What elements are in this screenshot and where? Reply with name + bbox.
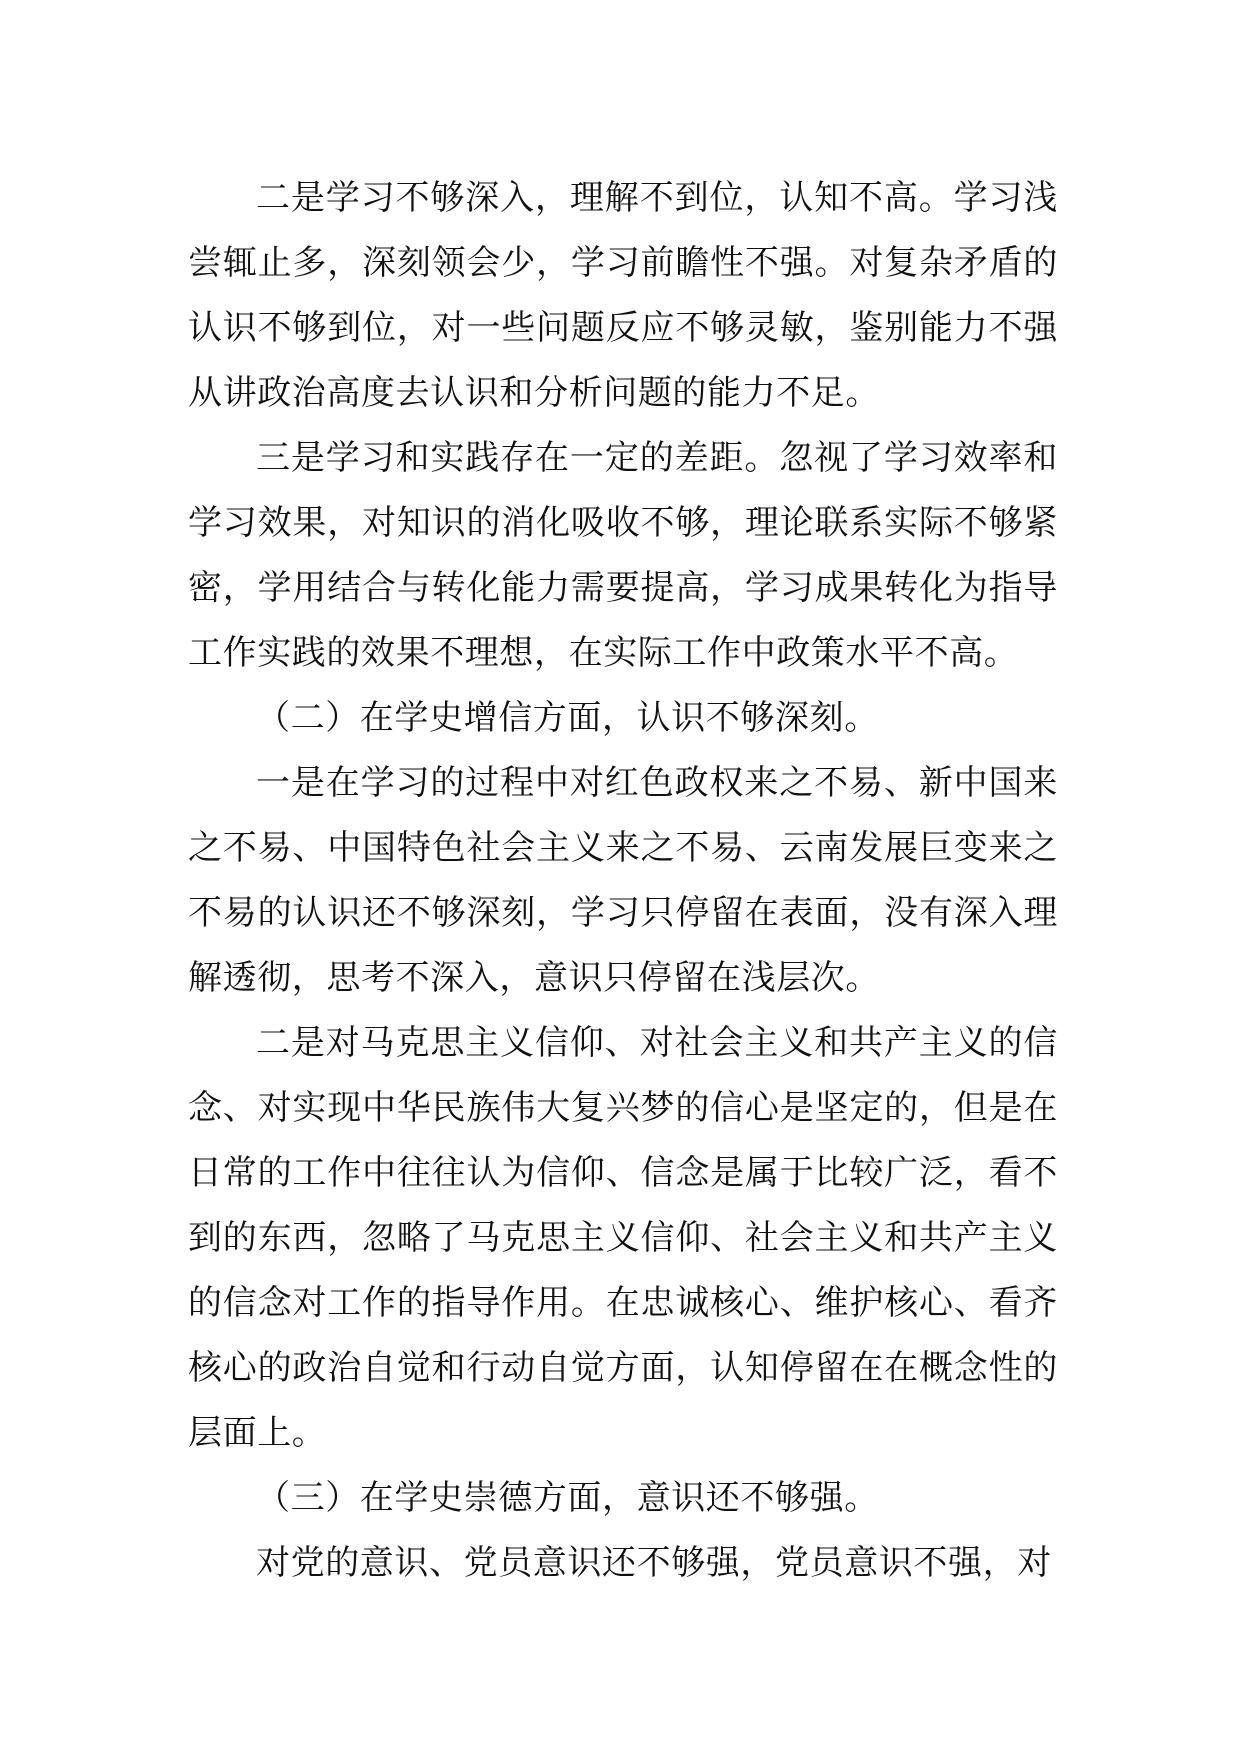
paragraph-2: 三是学习和实践存在一定的差距。忽视了学习效率和学习效果，对知识的消化吸收不够，理论联系实际不够紧密，学用结合与转化能力需要提高，学习成果转化为指导工作实践的效果不理想，在实际工作中政策水平不高。	[188, 438, 1058, 673]
document-body	[188, 166, 1058, 1596]
section-heading-2: （二）在学史增信方面，认识不够深刻。	[256, 698, 879, 738]
paragraph-1: 二是学习不够深入，理解不到位，认知不高。学习浅尝辄止多，深刻领会少，学习前瞻性不强。对复杂矛盾的认识不够到位，对一些问题反应不够灵敏，鉴别能力不强从讲政治高度去认识和分析问题的能力不足。	[188, 178, 1058, 413]
paragraph-4: 二是对马克思主义信仰、对社会主义和共产主义的信念、对实现中华民族伟大复兴梦的信心是坚定的，但是在日常的工作中往往认为信仰、信念是属于比较广泛，看不到的东西，忽略了马克思主义信仰、社会主义和共产主义的信念对工作的指导作用。在忠诚核心、维护核心、看齐核心的政治自觉和行动自觉方面，认知停留在在概念性的层面上。	[188, 1023, 1058, 1453]
paragraph-5: 对党的意识、党员意识还不够强，党员意识不强，对	[256, 1543, 1052, 1583]
paragraph-3: 一是在学习的过程中对红色政权来之不易、新中国来之不易、中国特色社会主义来之不易、云南发展巨变来之不易的认识还不够深刻，学习只停留在表面，没有深入理解透彻，思考不深入，意识只停留在浅层次。	[188, 763, 1058, 998]
section-heading-3: （三）在学史崇德方面，意识还不够强。	[256, 1478, 879, 1518]
